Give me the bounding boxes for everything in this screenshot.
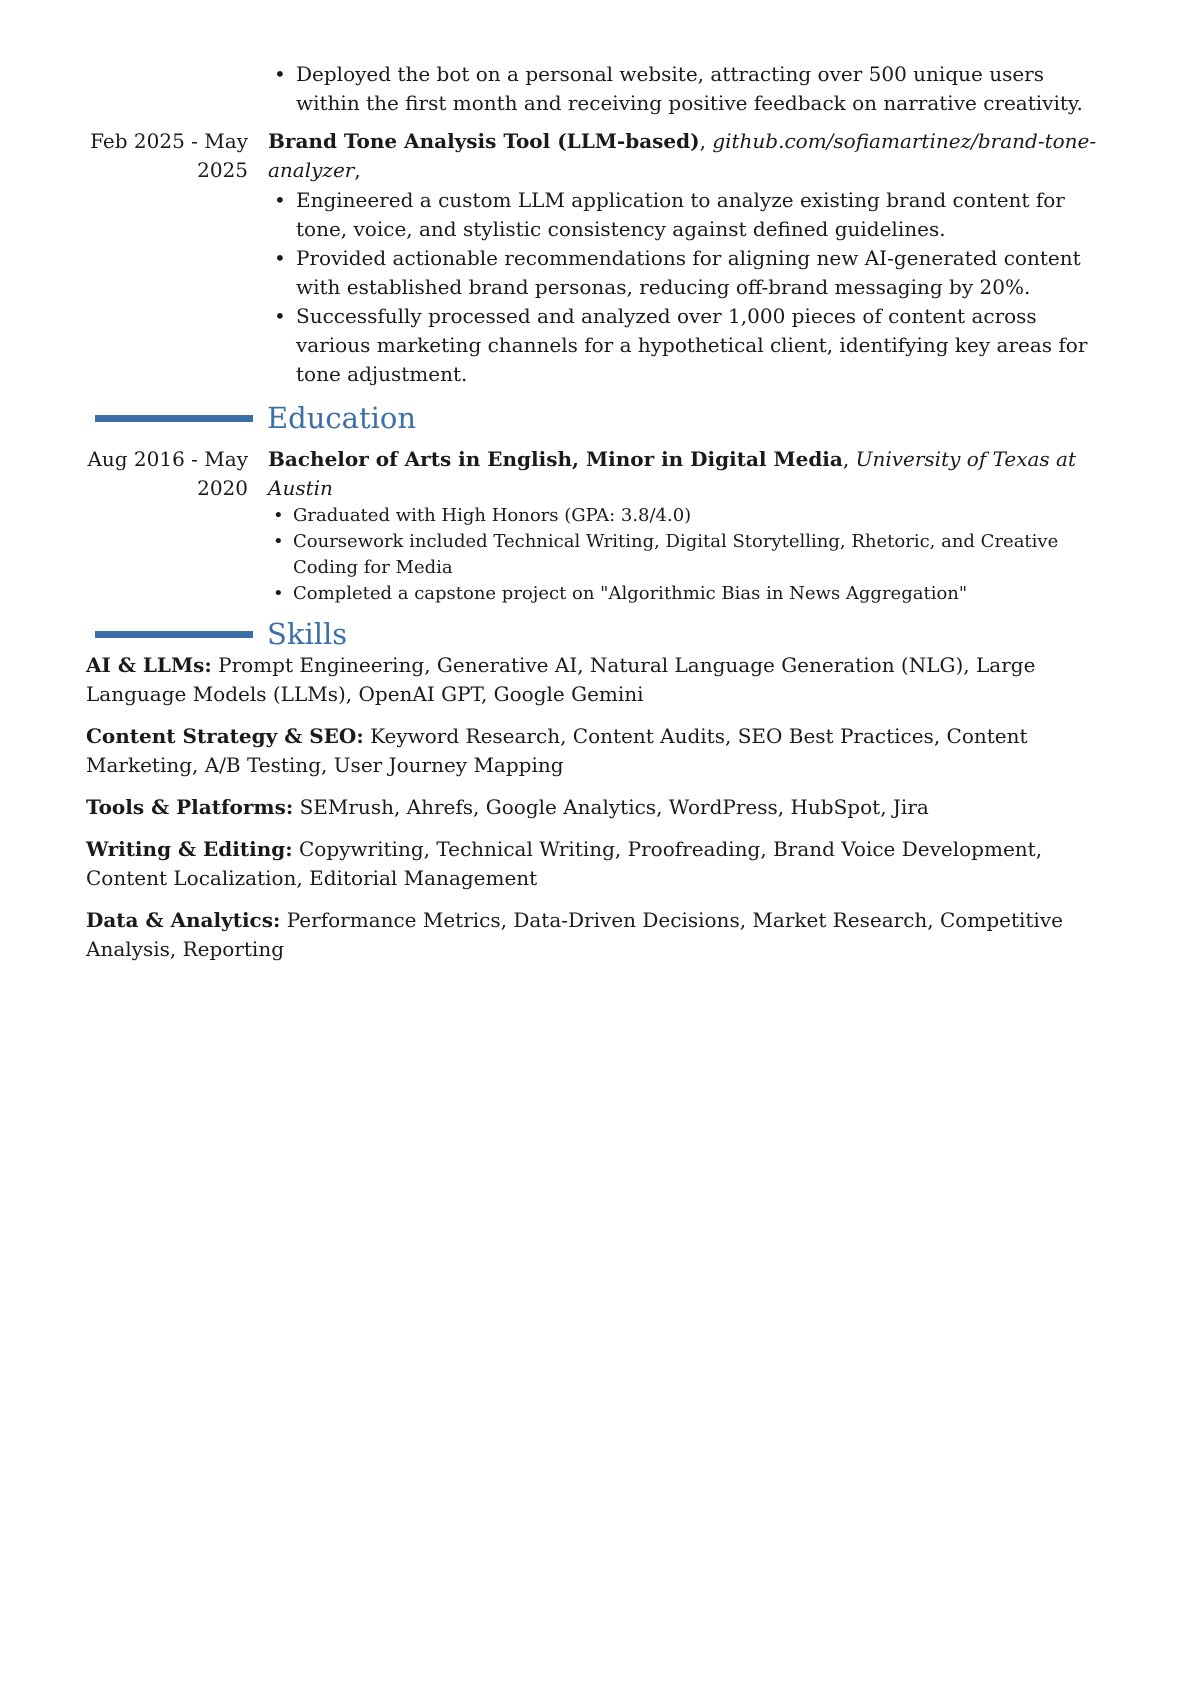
project-title: Brand Tone Analysis Tool (LLM-based)	[268, 129, 700, 153]
degree: Bachelor of Arts in English, Minor in Digital Media	[268, 447, 843, 471]
section-title-education: Education	[267, 401, 417, 435]
project-bullets	[268, 186, 1098, 389]
skill-items: Prompt Engineering, Generative AI, Natural Language Generation (NLG), Large Language Models (LLMs), OpenAI GPT, Google Gemini	[86, 653, 1036, 706]
list-item: • Graduated with High Honors (GPA: 3.8/4.0)	[268, 503, 1098, 529]
project-dates: Feb 2025 - May 2025	[90, 129, 248, 182]
skill-label: Content Strategy & SEO:	[86, 724, 364, 748]
skill-label: Writing & Editing:	[86, 837, 293, 861]
skill-label: Tools & Platforms:	[86, 795, 294, 819]
skill-group	[86, 722, 1108, 780]
skill-label: Data & Analytics:	[86, 908, 281, 932]
list-item: • Coursework included Technical Writing, Digital Storytelling, Rhetoric, and Creative Coding for Media	[268, 529, 1098, 581]
project-link[interactable]: github.com/sofiamartinez/brand-tone-analyzer	[268, 129, 1097, 182]
list-item: • Successfully processed and analyzed over 1,000 pieces of content across various marketing channels for a hypothetical client, identifying key areas for tone adjustment.	[268, 302, 1098, 389]
skill-group	[86, 906, 1108, 964]
school: University of Texas at Austin	[268, 447, 1076, 500]
list-item: • Completed a capstone project on "Algorithmic Bias in News Aggregation"	[268, 581, 1098, 607]
list-item: • Engineered a custom LLM application to analyze existing brand content for tone, voice, and stylistic consistency against defined guidelines.	[268, 186, 1098, 244]
education-bullets	[268, 503, 1098, 607]
skill-group	[86, 793, 1108, 822]
skill-group	[86, 651, 1108, 709]
section-title-skills: Skills	[267, 617, 348, 651]
project-heading: Brand Tone Analysis Tool (LLM-based), github.com/sofiamartinez/brand-tone-analyzer,	[268, 129, 1097, 182]
education-dates: Aug 2016 - May 2020	[87, 447, 248, 500]
list-item: • Deployed the bot on a personal website, attracting over 500 unique users within the first month and receiving positive feedback on narrative creativity.	[268, 60, 1098, 118]
skill-items: SEMrush, Ahrefs, Google Analytics, WordPress, HubSpot, Jira	[299, 795, 929, 819]
section-bar	[95, 631, 253, 638]
section-bar	[95, 415, 253, 422]
skill-items: Keyword Research, Content Audits, SEO Best Practices, Content Marketing, A/B Testing, User Journey Mapping	[86, 724, 1028, 777]
skill-label: AI & LLMs:	[86, 653, 212, 677]
skill-items: Performance Metrics, Data-Driven Decisions, Market Research, Competitive Analysis, Reporting	[86, 908, 1063, 961]
skill-group	[86, 835, 1108, 893]
list-item: • Provided actionable recommendations for aligning new AI-generated content with established brand personas, reducing off-brand messaging by 20%.	[268, 244, 1098, 302]
prev-project-bullets	[268, 60, 1098, 118]
education-heading: Bachelor of Arts in English, Minor in Digital Media, University of Texas at Austin	[268, 447, 1076, 500]
skill-items: Copywriting, Technical Writing, Proofreading, Brand Voice Development, Content Localization, Editorial Management	[86, 837, 1043, 890]
